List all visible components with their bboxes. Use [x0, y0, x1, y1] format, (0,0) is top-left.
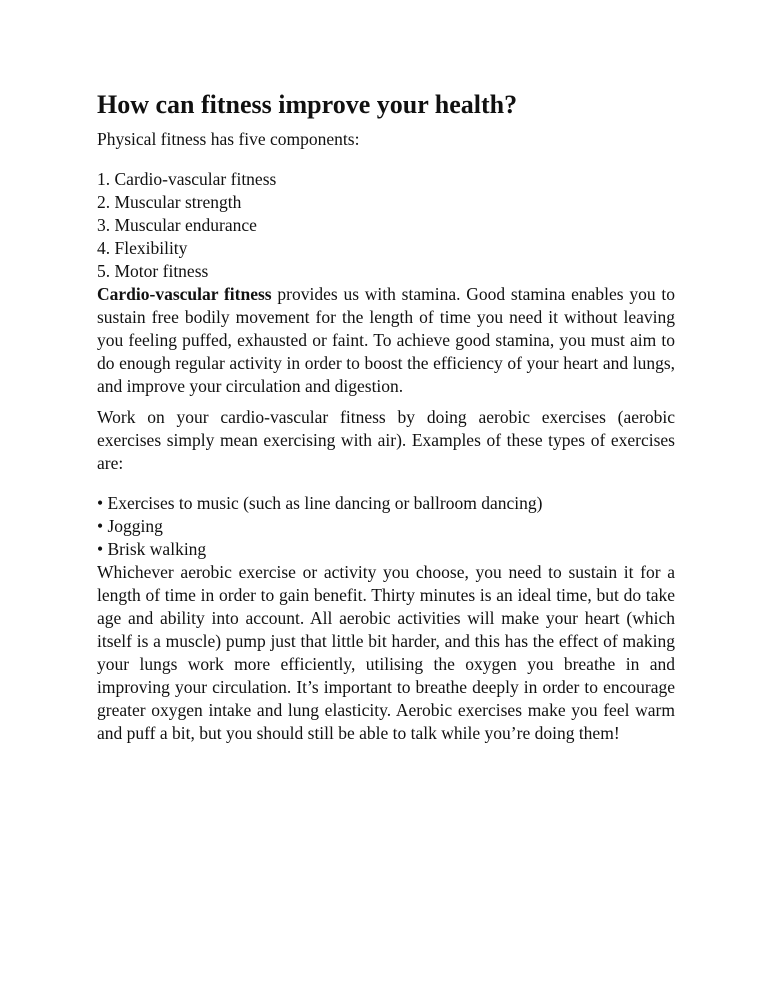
list-item: 3. Muscular endurance [97, 215, 257, 235]
list-item: 5. Motor fitness [97, 261, 209, 281]
aerobic-benefit-paragraph: Whichever aerobic exercise or activity you choose, you need to sustain it for a length of time in order to gain benefit. Thirty minutes is an ideal time, but do take age and ability into account. All aerobic activities will make your heart (which itself is a muscle) pump just that little bit harder, and this has the effect of making your lungs work more efficiently, utilising the oxygen you breathe in and improving your circulation. It’s important to breathe deeply in order to encourage greater oxygen intake and lung elasticity. Aerobic exercises make you feel warm and puff a bit, but you should still be able to talk while you’re doing them! [97, 562, 675, 743]
aerobic-intro-paragraph: Work on your cardio-vascular fitness by doing aerobic exercises (aerobic exercises simply mean exercising with air). Examples of these types of exercises are: [97, 407, 675, 473]
list-item: • Brisk walking [97, 539, 207, 559]
list-item: 2. Muscular strength [97, 192, 242, 212]
list-item: 4. Flexibility [97, 238, 188, 258]
list-item: • Jogging [97, 516, 163, 536]
list-item: • Exercises to music (such as line dancing or ballroom dancing) [97, 493, 543, 513]
cardio-lead-term: Cardio-vascular fitness [97, 284, 272, 304]
intro-text: Physical fitness has five components: [97, 129, 360, 149]
document-page [97, 88, 675, 745]
examples-list [97, 492, 675, 561]
components-list [97, 168, 675, 283]
list-item: 1. Cardio-vascular fitness [97, 169, 277, 189]
cardio-paragraph-text: provides us with stamina. Good stamina enables you to sustain free bodily movement for the length of time you need it without leaving you feeling puffed, exhausted or faint. To achieve good stamina, you must aim to do enough regular activity in order to boost the efficiency of your heart and lungs, and improve your circulation and digestion. [97, 284, 676, 396]
page-title: How can fitness improve your health? [97, 90, 518, 119]
cardio-paragraph [97, 283, 675, 398]
